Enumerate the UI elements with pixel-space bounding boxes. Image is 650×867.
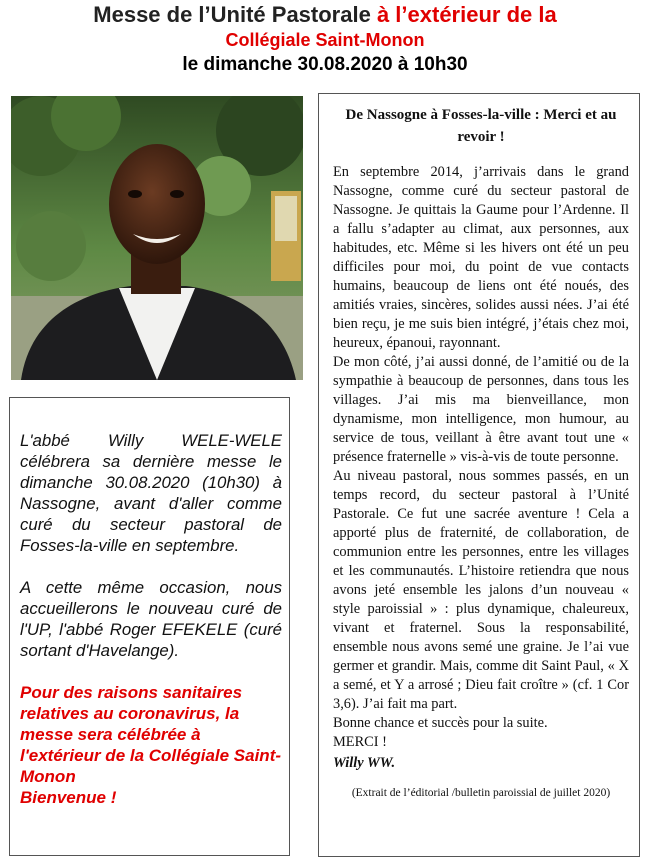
header-line-1-black: Messe de l’Unité Pastorale: [93, 2, 371, 27]
editorial-paragraph: MERCI !: [333, 734, 387, 750]
announcement-box: [9, 397, 290, 856]
page-header: [0, 2, 650, 78]
editorial-paragraph: Au niveau pastoral, nous sommes passés, en un temps record, du secteur pastoral à l’Unité Pastorale. Ce fut une sacrée aventure ! Cela a apporté plus de fraternité, de collaboration, de communion entre les personnes, entre les villages et les communautés. L’histoire retiendra que nous avons jeté ensemble les jalons d’un nouveau « style paroissial » : plus dynamique, chaleureux, vivant et fraternel. Sous la responsabilité, ensemble nous avons semé une graine. Je l’ai vue germer et grandir. Mais, comme dit Saint Paul, « X a semé, et Y a arrosé ; Dieu fait croître » (cf. 1 Cor 3,6). J’ai fait ma part.: [333, 468, 629, 712]
editorial-paragraph: De mon côté, j’ai aussi donné, de l’amitié ou de la sympathie à beaucoup de personnes, dans tous les villages. J’ai mis ma bienveillance, mon dynamisme, mon intelligence, mon humour, au service de tous, veillant à être avant tout une « présence fraternelle » vis-à-vis de toute personne.: [333, 354, 629, 465]
announcement-paragraph-2: A cette même occasion, nous accueillerons le nouveau curé de l'UP, l'abbé Roger EFEKELE (curé sortant d'Havelange).: [20, 578, 282, 660]
header-line-1: [0, 2, 650, 28]
editorial-paragraph: Bonne chance et succès pour la suite.: [333, 715, 548, 731]
editorial-title: De Nassogne à Fosses-la-ville : Merci et au revoir !: [345, 107, 617, 145]
announcement-notice: [20, 682, 282, 808]
header-line-3: le dimanche 30.08.2020 à 10h30: [182, 54, 468, 75]
portrait-photo: [11, 96, 303, 380]
editorial-paragraph: En septembre 2014, j’arrivais dans le grand Nassogne, comme curé du secteur pastoral de Nassogne. Je quittais la Gaume pour l’Ardenne. Il a fallu s’adapter au climat, aux personnes, aux habitudes, etc. Même si les hivers ont été un peu difficiles pour moi, du point de vue contacts humains, beaucoup de liens ont été noués, des amitiés vraies, sincères, solides aussi nées. J’ai été bien reçu, je me suis bien intégré, j’étais chez moi, heureux, épanoui, rayonnant.: [333, 164, 629, 351]
announcement-notice-text: Pour des raisons sanitaires relatives au coronavirus, la messe sera célébrée à l'extérieur de la Collégiale Saint-Monon: [20, 683, 282, 786]
editorial-source: (Extrait de l’éditorial /bulletin paroissial de juillet 2020): [351, 787, 611, 799]
editorial-box: [318, 93, 640, 857]
announcement-welcome: Bienvenue !: [20, 788, 117, 807]
header-line-2: Collégiale Saint-Monon: [225, 30, 425, 50]
announcement-paragraph-1: L'abbé Willy WELE-WELE célébrera sa dernière messe le dimanche 30.08.2020 (10h30) à Nassogne, avant d'aller comme curé du secteur pastoral de Fosses-la-ville en septembre.: [20, 431, 282, 555]
header-line-1-red: à l’extérieur de la: [376, 2, 557, 27]
editorial-signature: Willy WW.: [333, 755, 396, 771]
